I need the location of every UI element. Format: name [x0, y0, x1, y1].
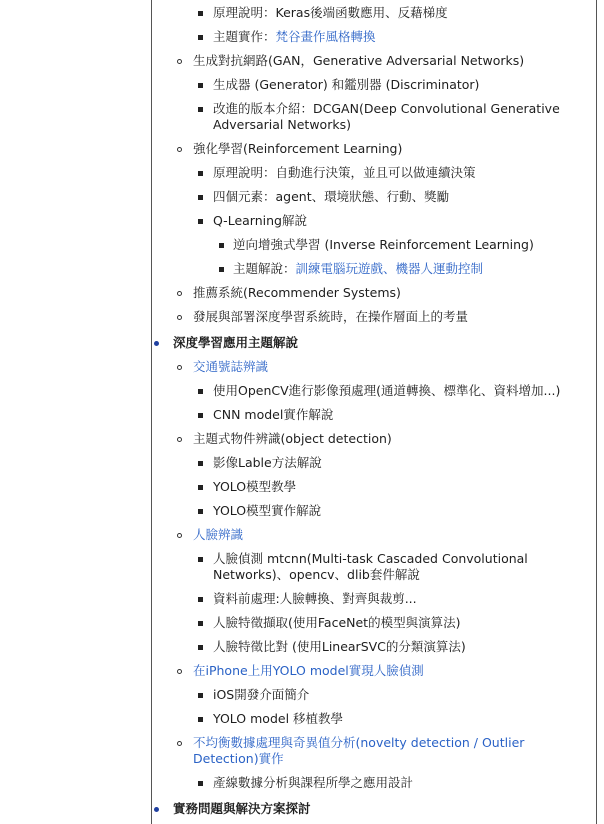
list-item-label: 生成對抗網路(GAN，Generative Adversarial Networks) — [193, 53, 525, 68]
square-bullet-icon — [198, 195, 203, 200]
list-item-label: 人臉特徵比對 (使用LinearSVC的分類演算法) — [213, 639, 466, 654]
list-item — [213, 503, 321, 519]
list-item — [193, 309, 468, 325]
circle-bullet-icon — [177, 147, 182, 152]
circle-bullet-icon — [177, 533, 182, 538]
section-heading: 實務問題與解決方案探討 — [173, 801, 311, 816]
list-item — [213, 775, 413, 791]
list-item-label: 逆向增強式學習 (Inverse Reinforcement Learning) — [233, 237, 534, 252]
list-item-label: CNN model實作解說 — [213, 407, 334, 422]
list-item — [213, 5, 448, 21]
list-item-label: 人臉偵測 mtcnn(Multi-task Cascaded Convolutional Networks)、opencv、dlib套件解說 — [213, 551, 528, 582]
list-item — [213, 479, 296, 495]
list-item-label: 主題實作： — [213, 29, 276, 44]
list-item[interactable] — [193, 663, 424, 679]
list-item — [213, 101, 590, 133]
circle-bullet-icon — [177, 291, 182, 296]
topic-link[interactable]: 在iPhone上用YOLO model實現人臉偵測 — [193, 663, 424, 678]
square-bullet-icon — [198, 509, 203, 514]
list-item — [213, 189, 449, 205]
square-bullet-icon — [198, 107, 203, 112]
list-item[interactable] — [193, 735, 590, 767]
circle-bullet-icon — [177, 59, 182, 64]
list-item-label: 人臉特徵擷取(使用FaceNet的模型與演算法) — [213, 615, 461, 630]
square-bullet-icon — [198, 413, 203, 418]
list-item-label: 主題式物件辨識(object detection) — [193, 431, 392, 446]
square-bullet-icon — [198, 11, 203, 16]
list-item — [213, 687, 309, 703]
list-item[interactable] — [233, 261, 483, 277]
list-item-label: 改進的版本介紹：DCGAN(Deep Convolutional Generative Adversarial Networks) — [213, 101, 560, 132]
square-bullet-icon — [198, 781, 203, 786]
topic-link[interactable]: 不均衡數據處理與奇異值分析(novelty detection / Outlier Detection)實作 — [193, 735, 525, 766]
list-item-label: 生成器 (Generator) 和鑑別器 (Discriminator) — [213, 77, 480, 92]
list-item-label: 原理說明：自動進行決策，並且可以做連續決策 — [213, 165, 476, 180]
list-item[interactable] — [193, 359, 268, 375]
square-bullet-icon — [198, 693, 203, 698]
circle-bullet-icon — [177, 669, 182, 674]
square-bullet-icon — [198, 83, 203, 88]
list-item — [173, 801, 311, 817]
list-item — [213, 77, 479, 93]
list-item-label: 四個元素：agent、環境狀態、行動、獎勵 — [213, 189, 450, 204]
list-item — [213, 383, 560, 399]
list-item-label: 主題解說： — [233, 261, 296, 276]
square-bullet-icon — [198, 171, 203, 176]
list-item-label: YOLO model 移植教學 — [213, 711, 344, 726]
list-item — [213, 639, 466, 655]
list-item — [193, 53, 524, 69]
list-item-label: 資料前處理:人臉轉換、對齊與裁剪... — [213, 591, 417, 606]
square-bullet-icon — [219, 267, 224, 272]
list-item-label: YOLO模型教學 — [213, 479, 297, 494]
circle-bullet-icon — [177, 365, 182, 370]
square-bullet-icon — [219, 243, 224, 248]
square-bullet-icon — [198, 389, 203, 394]
square-bullet-icon — [198, 645, 203, 650]
square-bullet-icon — [198, 35, 203, 40]
list-item — [193, 141, 402, 157]
list-item-label: 影像Lable方法解說 — [213, 455, 322, 470]
list-item-label: iOS開發介面簡介 — [213, 687, 310, 702]
topic-link[interactable]: 梵谷畫作風格轉換 — [275, 29, 376, 44]
topic-link[interactable]: 訓練電腦玩遊戲、機器人運動控制 — [295, 261, 484, 276]
topic-link[interactable]: 人臉辨識 — [193, 527, 244, 542]
list-item — [233, 237, 534, 253]
list-item-label: YOLO模型實作解說 — [213, 503, 322, 518]
square-bullet-icon — [198, 219, 203, 224]
square-bullet-icon — [198, 485, 203, 490]
square-bullet-icon — [198, 557, 203, 562]
list-item-label: 產線數據分析與課程所學之應用設計 — [213, 775, 414, 790]
list-item — [213, 455, 322, 471]
list-item — [213, 711, 343, 727]
circle-bullet-icon — [177, 315, 182, 320]
list-item — [173, 335, 298, 351]
list-item — [213, 615, 460, 631]
list-item[interactable] — [193, 527, 243, 543]
list-item — [193, 285, 401, 301]
circle-bullet-icon — [177, 741, 182, 746]
section-heading: 深度學習應用主題解說 — [173, 335, 299, 350]
list-item-label: 發展與部署深度學習系統時，在操作層面上的考量 — [193, 309, 469, 324]
list-item — [193, 431, 392, 447]
list-item — [213, 551, 590, 583]
square-bullet-icon — [198, 597, 203, 602]
list-item-label: Q-Learning解說 — [213, 213, 307, 228]
list-item — [213, 407, 333, 423]
list-item-label: 強化學習(Reinforcement Learning) — [193, 141, 403, 156]
square-bullet-icon — [198, 717, 203, 722]
list-item — [213, 591, 417, 607]
square-bullet-icon — [198, 461, 203, 466]
circle-bullet-icon — [177, 437, 182, 442]
list-item-label: 使用OpenCV進行影像預處理(通道轉換、標準化、資料增加...) — [213, 383, 561, 398]
list-item — [213, 213, 307, 229]
topic-link[interactable]: 交通號誌辨識 — [193, 359, 269, 374]
list-item[interactable] — [213, 29, 376, 45]
disc-bullet-icon — [154, 807, 159, 812]
list-item-label: 推薦系統(Recommender Systems) — [193, 285, 401, 300]
disc-bullet-icon — [154, 341, 159, 346]
list-item — [213, 165, 476, 181]
list-item-label: 原理說明：Keras後端函數應用、反藉梯度 — [213, 5, 448, 20]
square-bullet-icon — [198, 621, 203, 626]
